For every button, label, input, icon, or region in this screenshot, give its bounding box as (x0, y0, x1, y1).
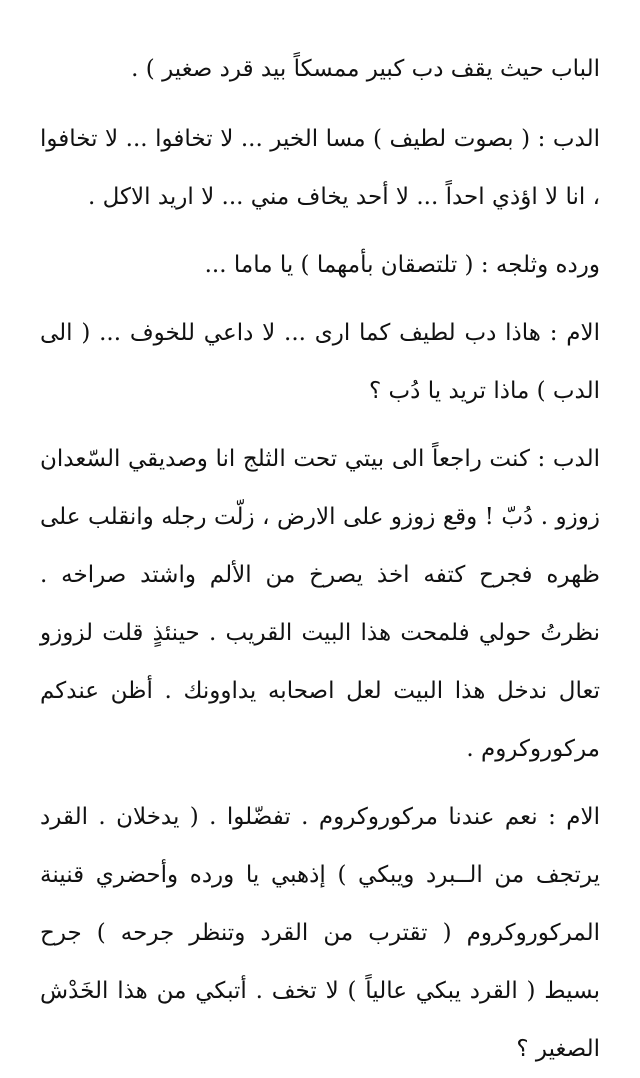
paragraph-mother-question: الام : هاذا دب لطيف كما ارى ... لا داعي للخوف ... ( الى الدب ) ماذا تريد يا دُب ؟ (40, 320, 600, 404)
paragraph-mother-welcome: الام : نعم عندنا مركوروكروم . تفضّلوا . ( يدخلان . القرد يرتجف من الــبرد ويبكي ) إذهبي يا ورده وأحضري قنينة المركوروكروم ( تقترب من القرد وتنظر جرحه ) جرح بسيط ( القرد يبكي عالياً ) لا تخف . أتبكي من هذا الخَدْش الصغير ؟ (40, 804, 600, 1062)
paragraph-girls-reply: ورده وثلجه : ( تلتصقان بأمهما ) يا ماما ... (204, 252, 600, 278)
paragraph-stage-direction: الباب حيث يقف دب كبير ممسكاً بيد قرد صغير ) . (131, 56, 600, 82)
paragraph-bear-story: الدب : كنت راجعاً الى بيتي تحت الثلج انا وصديقي السّعدان زوزو . دُبّ ! وقع زوزو على الارض ، زلّت رجله وانقلب على ظهره فجرح كتفه اخذ يصرخ من الألم واشتد صراخه . نظرتُ حولي فلمحت هذا البيت القريب . حينئذٍ قلت لزوزو تعال ندخل هذا البيت لعل اصحابه يداوونك . أظن عندكم مركوروكروم . (40, 446, 600, 762)
paragraph-bear-greeting: الدب : ( بصوت لطيف ) مسا الخير ... لا تخافوا ... لا تخافوا ، انا لا اؤذي احداً ... لا أحد يخاف مني ... لا اريد الاكل . (40, 126, 600, 210)
